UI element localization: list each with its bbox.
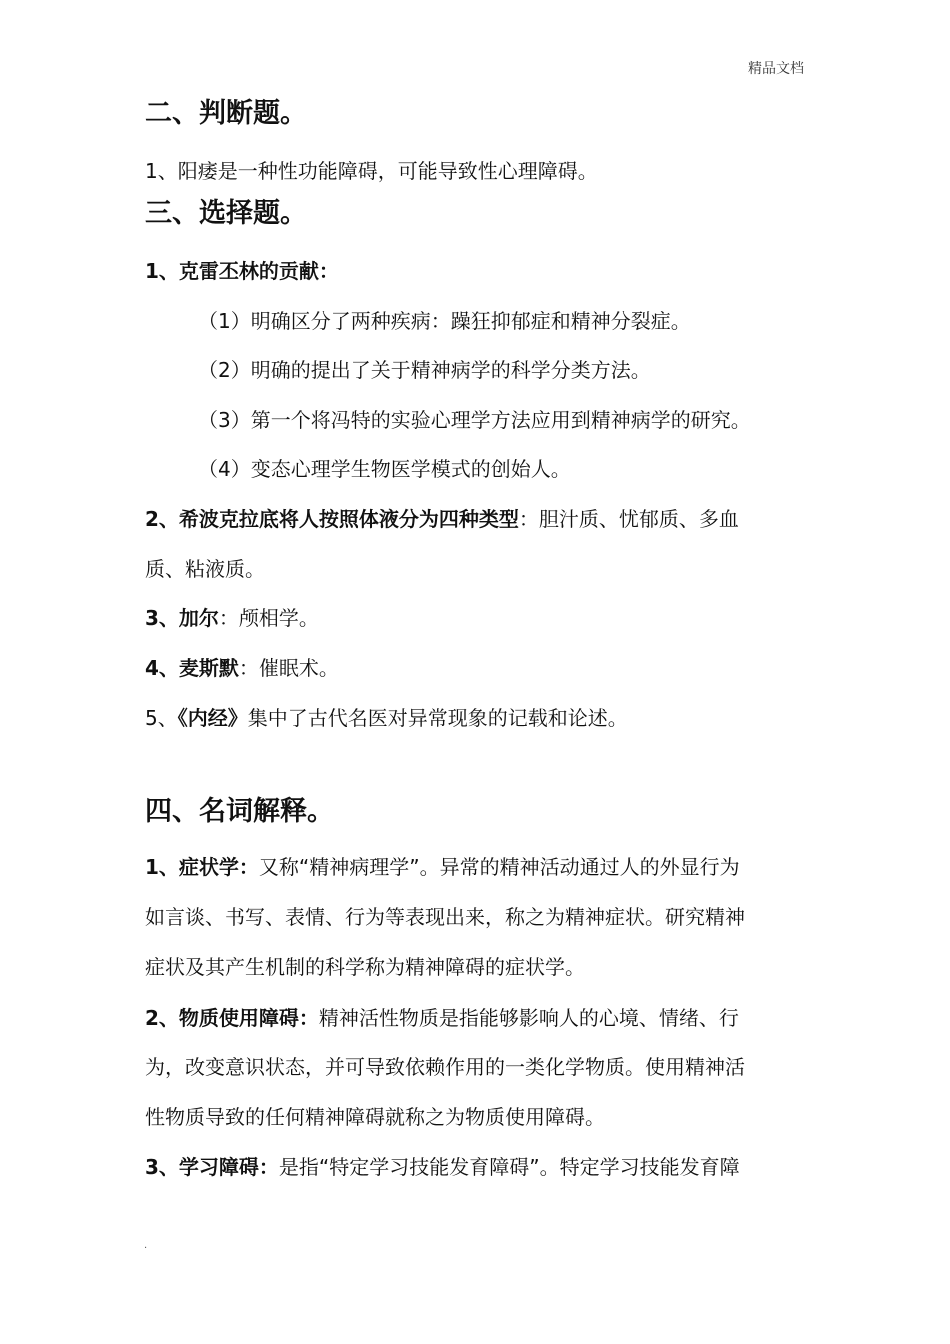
choice-q5: [145, 704, 628, 732]
section-title-terms: 四、名词解释。: [145, 796, 334, 827]
header-mark: 精品文档: [748, 61, 804, 77]
choice-q4-rest: ：催眠术。: [238, 656, 339, 680]
section-title-judgment: 二、判断题。: [145, 98, 307, 129]
choice-q2-cont: 质、粘液质。: [145, 557, 265, 581]
choice-q2: [145, 505, 739, 533]
term1-line: 如言谈、书写、表情、行为等表现出来，称之为精神症状。研究精神: [145, 905, 745, 929]
choice-q1-item: （3）第一个将冯特的实验心理学方法应用到精神病学的研究。: [198, 408, 751, 432]
choice-q5-bold: 《内经》: [177, 706, 248, 730]
choice-q2-rest: ：胆汁质、忧郁质、多血: [518, 507, 739, 531]
section-title-choice: 三、选择题。: [145, 198, 307, 229]
choice-q3-rest: ：颅相学。: [218, 606, 319, 630]
judgment-q1: 1、阳痿是一种性功能障碍，可能导致性心理障碍。: [145, 159, 598, 183]
choice-q1-item: （2）明确的提出了关于精神病学的科学分类方法。: [198, 358, 651, 382]
choice-q1-title: 1、克雷丕林的贡献：: [145, 259, 339, 283]
choice-q4-bold: 4、麦斯默: [145, 656, 239, 680]
choice-q3: [145, 604, 319, 632]
choice-q3-bold: 3、加尔: [145, 606, 219, 630]
choice-q5-num: 5、: [145, 706, 178, 730]
term3-line: [145, 1153, 740, 1181]
term1-line: 症状及其产生机制的科学称为精神障碍的症状学。: [145, 955, 585, 979]
term2-line: 性物质导致的任何精神障碍就称之为物质使用障碍。: [145, 1105, 605, 1129]
term2-line: [145, 1004, 739, 1032]
term1-text: 又称“精神病理学”。异常的精神活动通过人的外显行为: [258, 855, 740, 879]
term3-bold: 3、学习障碍：: [145, 1155, 279, 1179]
term1-bold: 1、症状学：: [145, 855, 259, 879]
term3-text: 是指“特定学习技能发育障碍”。特定学习技能发育障: [278, 1155, 740, 1179]
choice-q1-item: （1）明确区分了两种疾病：躁狂抑郁症和精神分裂症。: [198, 309, 691, 333]
term2-text: 精神活性物质是指能够影响人的心境、情绪、行: [318, 1006, 739, 1030]
term2-bold: 2、物质使用障碍：: [145, 1006, 319, 1030]
choice-q2-bold: 2、希波克拉底将人按照体液分为四种类型: [145, 507, 519, 531]
term2-line: 为，改变意识状态，并可导致依赖作用的一类化学物质。使用精神活: [145, 1055, 745, 1079]
footer-dot: .: [144, 1240, 148, 1251]
term1-line: [145, 853, 740, 881]
choice-q1-item: （4）变态心理学生物医学模式的创始人。: [198, 457, 571, 481]
choice-q4: [145, 654, 339, 682]
choice-q5-rest: 集中了古代名医对异常现象的记载和论述。: [247, 706, 628, 730]
